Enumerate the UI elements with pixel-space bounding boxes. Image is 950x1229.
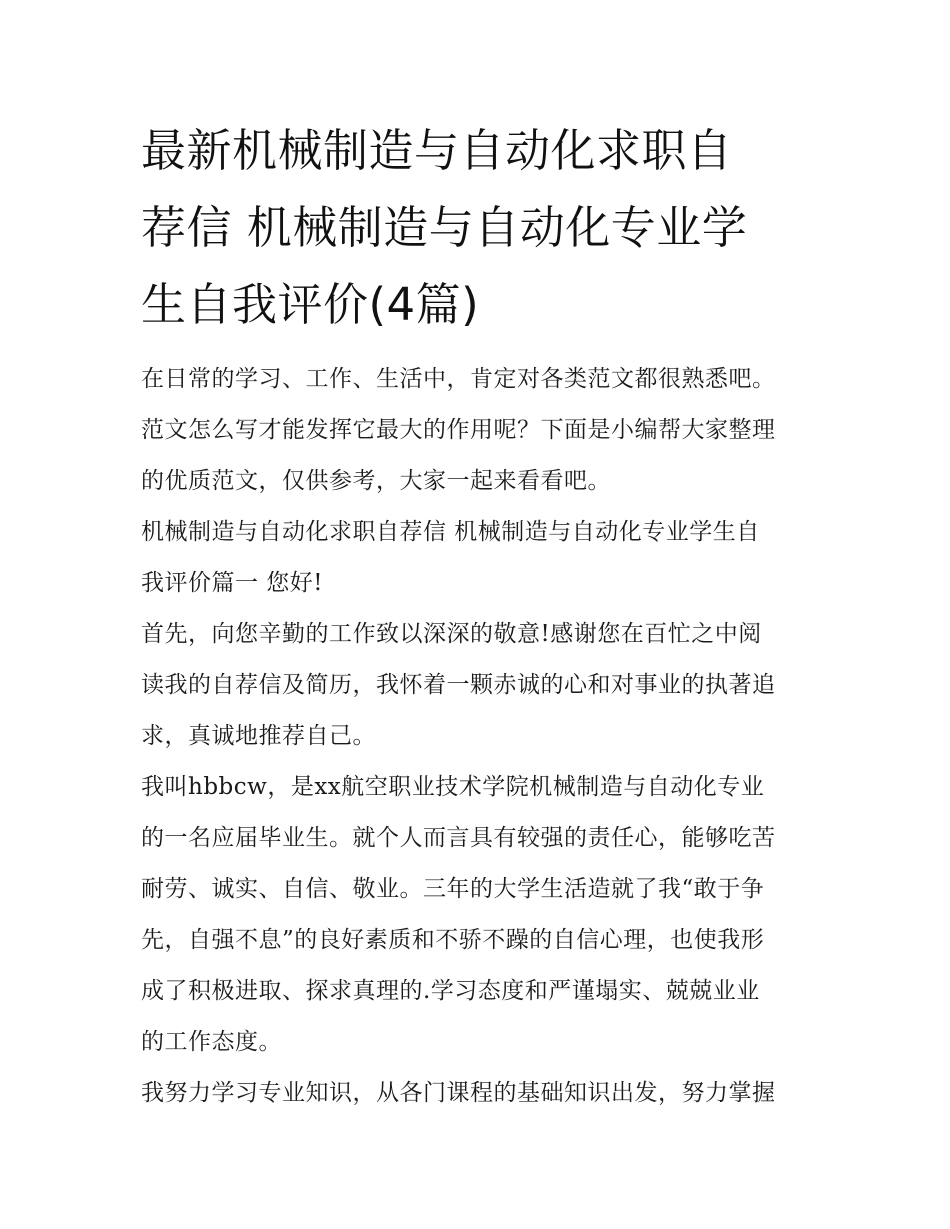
paragraph-line: 读我的自荐信及简历，我怀着一颗赤诚的心和对事业的执著追 bbox=[141, 672, 776, 698]
title-line: 荐信 机械制造与自动化专业学 bbox=[141, 201, 748, 254]
document-body bbox=[141, 354, 821, 1119]
section-heading-line: 我评价篇一 您好! bbox=[141, 570, 324, 596]
paragraph-line: 我叫hbbcw，是xx航空职业技术学院机械制造与自动化专业 bbox=[141, 774, 765, 800]
paragraph-line: 成了积极进取、探求真理的.学习态度和严谨塌实、兢兢业业 bbox=[141, 978, 760, 1004]
title-line: 生自我评价(4篇) bbox=[141, 278, 480, 331]
paragraph-line: 我努力学习专业知识，从各门课程的基础知识出发，努力掌握 bbox=[141, 1080, 776, 1106]
intro-line: 范文怎么写才能发挥它最大的作用呢？下面是小编帮大家整理 bbox=[141, 417, 776, 443]
paragraph-line: 求，真诚地推荐自己。 bbox=[141, 723, 376, 749]
intro-line: 的优质范文，仅供参考，大家一起来看看吧。 bbox=[141, 468, 611, 494]
document-title bbox=[141, 112, 821, 343]
section-heading-line: 机械制造与自动化求职自荐信 机械制造与自动化专业学生自 bbox=[141, 519, 760, 545]
paragraph-line: 的一名应届毕业生。就个人而言具有较强的责任心，能够吃苦 bbox=[141, 825, 776, 851]
intro-line: 在日常的学习、工作、生活中，肯定对各类范文都很熟悉吧。 bbox=[141, 366, 776, 392]
paragraph-line: 先，自强不息”的良好素质和不骄不躁的自信心理，也使我形 bbox=[141, 927, 765, 953]
paragraph-line: 耐劳、诚实、自信、敬业。三年的大学生活造就了我“敢于争 bbox=[141, 876, 765, 902]
paragraph-line: 首先，向您辛勤的工作致以深深的敬意!感谢您在百忙之中阅 bbox=[141, 621, 762, 647]
title-line: 最新机械制造与自动化求职自 bbox=[141, 124, 733, 177]
paragraph-line: 的工作态度。 bbox=[141, 1029, 282, 1055]
